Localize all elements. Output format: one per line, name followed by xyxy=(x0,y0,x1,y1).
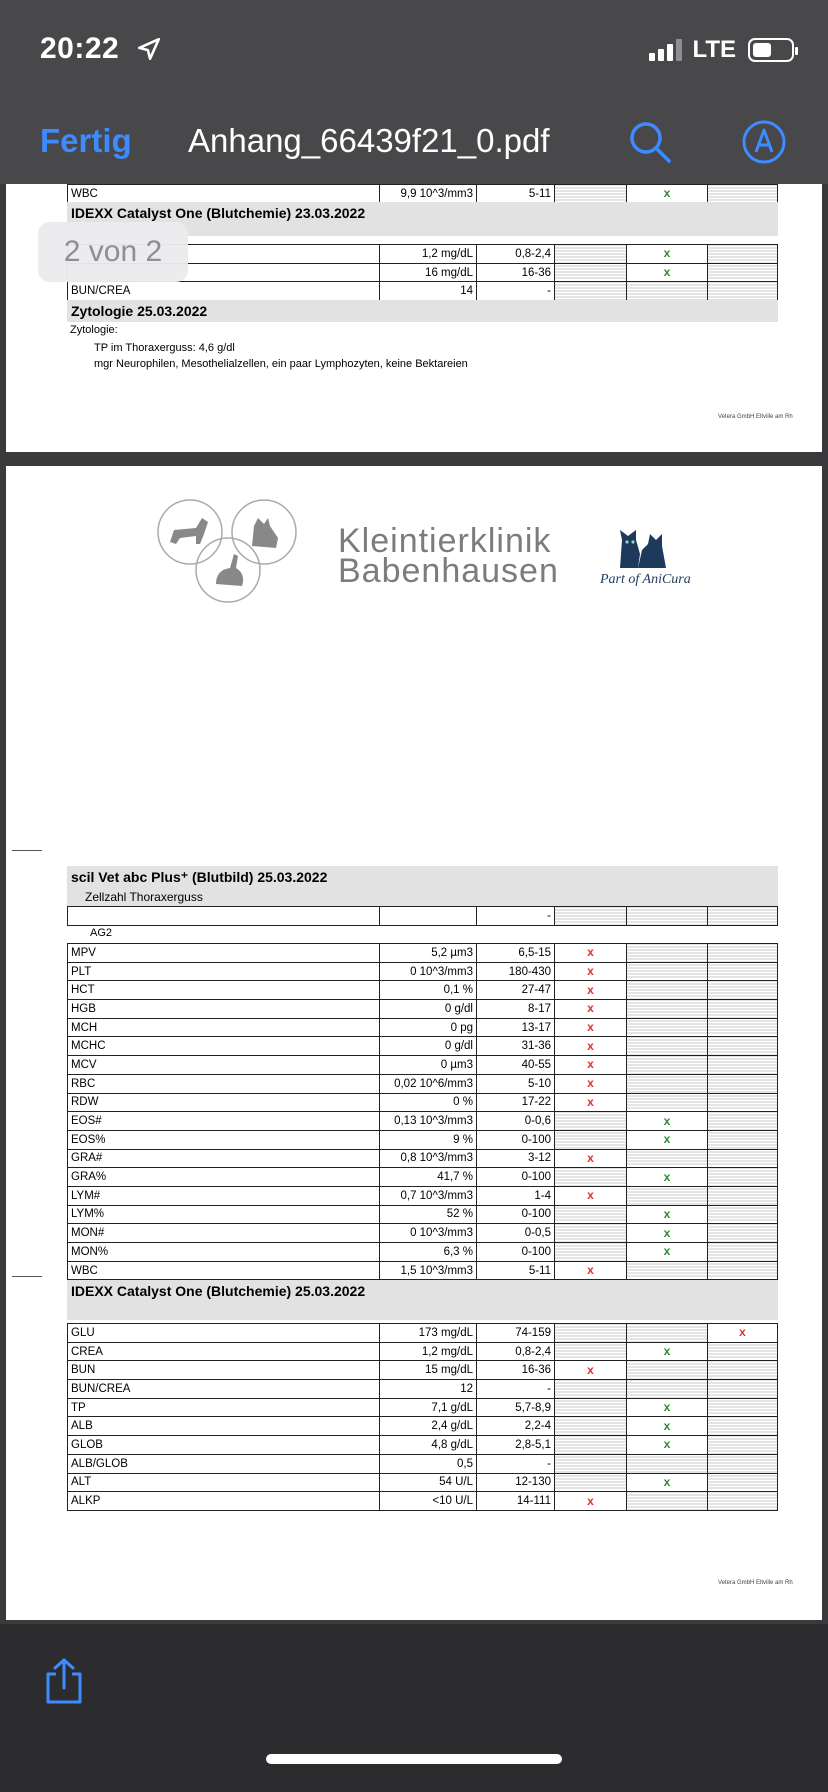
out-of-range-mark: x xyxy=(587,1150,594,1165)
markup-icon[interactable] xyxy=(738,116,790,168)
in-range-mark: x xyxy=(663,1206,671,1221)
out-of-range-mark: x xyxy=(739,1325,746,1340)
navigation-bar xyxy=(0,100,828,184)
out-of-range-mark: x xyxy=(587,1362,594,1377)
table-row: GRA# 0,8 10^3/mm3 3-12 x xyxy=(68,1149,778,1168)
table-row: ALKP <10 U/L 14-111 x xyxy=(68,1492,778,1511)
out-of-range-mark: x xyxy=(587,1263,594,1278)
out-of-range-mark: x xyxy=(587,982,594,997)
table-row: MPV 5,2 µm3 6,5-15 x xyxy=(68,944,778,963)
section-title: IDEXX Catalyst One (Blutchemie) 23.03.2022 xyxy=(67,202,778,224)
table-row: 1,2 mg/dL 0,8-2,4 x xyxy=(68,245,778,264)
table-row: MON# 0 10^3/mm3 0-0,5 x xyxy=(68,1224,778,1243)
table-row: WBC 9,9 10^3/mm3 5-11 x xyxy=(68,185,778,204)
lab-table-blood-count xyxy=(67,943,778,1280)
note-label: Zytologie: xyxy=(70,324,118,336)
out-of-range-mark: x xyxy=(587,1038,594,1053)
group-label: AG2 xyxy=(90,927,113,939)
in-range-mark: x xyxy=(663,1244,671,1259)
table-row: GLOB 4,8 g/dL 2,8-5,1 x xyxy=(68,1436,778,1455)
table-row: GRA% 41,7 % 0-100 x xyxy=(68,1168,778,1187)
in-range-mark: x xyxy=(663,186,671,201)
anicura-cat-dog-icon xyxy=(616,526,668,570)
section-band xyxy=(67,1304,778,1320)
table-row: MON% 6,3 % 0-100 x xyxy=(68,1243,778,1262)
section-subtitle: Zellzahl Thoraxerguss xyxy=(67,886,778,906)
bottom-toolbar xyxy=(0,1624,828,1792)
table-row: HGB 0 g/dl 8-17 x xyxy=(68,1000,778,1019)
table-row: ALB 2,4 g/dL 2,2-4 x xyxy=(68,1417,778,1436)
table-row: EOS% 9 % 0-100 x xyxy=(68,1130,778,1149)
out-of-range-mark: x xyxy=(587,1020,594,1035)
in-range-mark: x xyxy=(663,1418,671,1433)
table-row: ALB/GLOB 0,5 - xyxy=(68,1454,778,1473)
pdf-page-2 xyxy=(6,466,822,1620)
table-row: RDW 0 % 17-22 x xyxy=(68,1093,778,1112)
out-of-range-mark: x xyxy=(587,1493,594,1508)
out-of-range-mark: x xyxy=(587,1001,594,1016)
lab-table-top xyxy=(67,184,778,204)
section-title: scil Vet abc Plus⁺ (Blutbild) 25.03.2022 xyxy=(67,866,778,890)
in-range-mark: x xyxy=(663,1474,671,1489)
table-row: MCV 0 µm3 40-55 x xyxy=(68,1056,778,1075)
table-row: TP 7,1 g/dL 5,7-8,9 x xyxy=(68,1398,778,1417)
out-of-range-mark: x xyxy=(587,945,594,960)
table-row: PLT 0 10^3/mm3 180-430 x xyxy=(68,962,778,981)
status-bar xyxy=(0,0,828,100)
page-indicator: 2 von 2 xyxy=(38,222,188,282)
home-indicator[interactable] xyxy=(266,1754,562,1764)
out-of-range-mark: x xyxy=(587,964,594,979)
out-of-range-mark: x xyxy=(587,1057,594,1072)
lab-table-chemistry-2 xyxy=(67,1323,778,1511)
note-line: TP im Thoraxerguss: 4,6 g/dl xyxy=(94,342,235,354)
table-row: BUN/CREA 12 - xyxy=(68,1380,778,1399)
done-button[interactable]: Fertig xyxy=(40,122,132,159)
clinic-name-line1: Kleintierklinik xyxy=(338,522,552,560)
table-row: HCT 0,1 % 27-47 x xyxy=(68,981,778,1000)
note-line: mgr Neurophilen, Mesothelialzellen, ein paar Lymphozyten, keine Bektareien xyxy=(94,358,468,370)
table-row: CREA 1,2 mg/dL 0,8-2,4 x xyxy=(68,1342,778,1361)
signal-strength-icon xyxy=(649,39,682,61)
status-time: 20:22 xyxy=(40,32,120,65)
clinic-name-line2: Babenhausen xyxy=(338,552,559,590)
in-range-mark: x xyxy=(663,265,671,280)
location-arrow-icon xyxy=(136,36,162,62)
table-row: 16 mg/dL 16-36 x xyxy=(68,263,778,282)
table-row: LYM% 52 % 0-100 x xyxy=(68,1205,778,1224)
table-row: WBC 1,5 10^3/mm3 5-11 x xyxy=(68,1261,778,1280)
section-title: IDEXX Catalyst One (Blutchemie) 25.03.2022 xyxy=(67,1280,778,1304)
out-of-range-mark: x xyxy=(587,1094,594,1109)
battery-icon xyxy=(748,38,794,62)
in-range-mark: x xyxy=(663,1437,671,1452)
margin-line xyxy=(12,1276,42,1277)
network-type: LTE xyxy=(692,36,736,63)
clinic-logo-icon xyxy=(156,496,316,606)
in-range-mark: x xyxy=(663,1132,671,1147)
margin-line xyxy=(12,850,42,851)
table-row: MCHC 0 g/dl 31-36 x xyxy=(68,1037,778,1056)
out-of-range-mark: x xyxy=(587,1076,594,1091)
in-range-mark: x xyxy=(663,246,671,261)
section-title: Zytologie 25.03.2022 xyxy=(67,300,778,322)
status-indicators xyxy=(649,36,794,64)
share-icon[interactable] xyxy=(42,1656,86,1706)
table-row: LYM# 0,7 10^3/mm3 1-4 x xyxy=(68,1186,778,1205)
in-range-mark: x xyxy=(663,1400,671,1415)
out-of-range-mark: x xyxy=(587,1188,594,1203)
anicura-logo-text: Part of AniCura xyxy=(600,572,691,587)
document-title: Anhang_66439f21_0.pdf xyxy=(188,122,550,159)
in-range-mark: x xyxy=(663,1344,671,1359)
in-range-mark: x xyxy=(663,1169,671,1184)
in-range-mark: x xyxy=(663,1113,671,1128)
table-row: GLU 173 mg/dL 74-159 x xyxy=(68,1324,778,1343)
table-row: BUN 15 mg/dL 16-36 x xyxy=(68,1361,778,1380)
table-row: ALT 54 U/L 12-130 x xyxy=(68,1473,778,1492)
table-row: BUN/CREA 14 - xyxy=(68,282,778,301)
page-footer: Vetera GmbH Eltville am Rh xyxy=(718,1580,793,1586)
lab-table-blank-row xyxy=(67,906,778,926)
page-footer: Vetera GmbH Eltville am Rh xyxy=(718,414,793,420)
in-range-mark: x xyxy=(663,1225,671,1240)
table-row: - xyxy=(68,907,778,926)
table-row: MCH 0 pg 13-17 x xyxy=(68,1018,778,1037)
table-row: RBC 0,02 10^6/mm3 5-10 x xyxy=(68,1074,778,1093)
table-row: EOS# 0,13 10^3/mm3 0-0,6 x xyxy=(68,1112,778,1131)
search-icon[interactable] xyxy=(624,116,676,168)
